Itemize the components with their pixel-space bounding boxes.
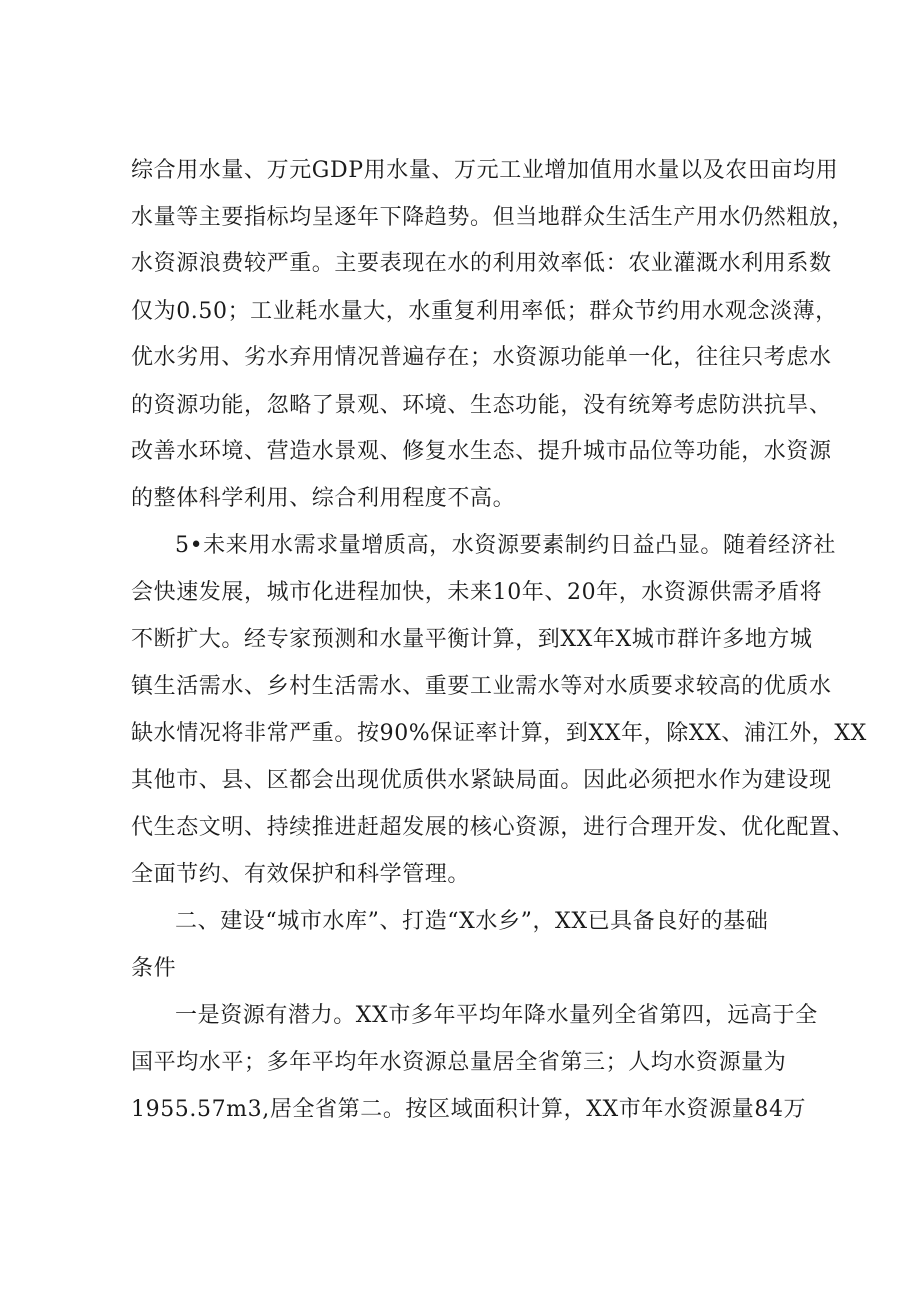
text-line [0,1041,920,1085]
text-line [0,759,920,803]
line-text: 综合用水量、万元GDP用水量、万元工业增加值用水量以及农田亩均用 [131,158,839,183]
line-text: 水资源浪费较严重。主要表现在水的利用效率低：农业灌溉水利用系数 [131,251,832,276]
text-line [0,336,920,380]
section-heading-line [0,900,920,944]
line-text: 改善水环境、营造水景观、修复水生态、提升城市品位等功能，水资源 [131,439,832,464]
text-line [0,618,920,662]
text-line [0,196,920,240]
text-line [0,430,920,474]
section-heading-line [0,947,920,991]
line-text: 缺水情况将非常严重。按90%保证率计算，到XX年，除XX、浦江外，XX [131,721,867,746]
line-text: 的资源功能，忽略了景观、环境、生态功能，没有统筹考虑防洪抗旱、 [131,393,832,418]
text-line [0,242,920,286]
text-line [0,571,920,615]
text-line [0,665,920,709]
line-text: 优水劣用、劣水弃用情况普遍存在；水资源功能单一化，往往只考虑水 [131,345,832,370]
line-text: 不断扩大。经专家预测和水量平衡计算，到XX年X城市群许多地方城 [131,627,813,652]
text-line [0,806,920,850]
text-line [0,524,920,568]
text-line [0,384,920,428]
line-text: 其他市、县、区都会出现优质供水紧缺局面。因此必须把水作为建设现 [131,768,832,793]
text-line [0,477,920,521]
line-text: 全面节约、有效保护和科学管理。 [131,862,471,887]
text-line [0,994,920,1038]
line-text: 1955.57m3,居全省第二。按区域面积计算，XX市年水资源量84万 [131,1097,807,1122]
line-text: 水量等主要指标均呈逐年下降趋势。但当地群众生活生产用水仍然粗放， [131,205,855,230]
section-heading: 条件 [131,956,177,981]
text-line [0,149,920,193]
line-text: 国平均水平；多年平均年水资源总量居全省第三；人均水资源量为 [131,1050,787,1075]
section-heading: 二、建设“城市水库”、打造“X水乡”，XX已具备良好的基础 [175,909,769,934]
line-text: 5•未来用水需求量增质高，水资源要素制约日益凸显。随着经济社 [175,533,836,558]
line-text: 仅为0.50；工业耗水量大，水重复利用率低；群众节约用水观念淡薄， [131,299,838,324]
text-line [0,712,920,756]
text-line [0,290,920,334]
text-line [0,1088,920,1132]
line-text: 代生态文明、持续推进赶超发展的核心资源，进行合理开发、优化配置、 [131,815,855,840]
line-text: 一是资源有潜力。XX市多年平均年降水量列全省第四，远高于全 [175,1003,818,1028]
line-text: 镇生活需水、乡村生活需水、重要工业需水等对水质要求较高的优质水 [131,674,832,699]
line-text: 的整体科学利用、综合利用程度不高。 [131,486,516,511]
line-text: 会快速发展，城市化进程加快，未来10年、20年，水资源供需矛盾将 [131,580,823,605]
text-line [0,853,920,897]
